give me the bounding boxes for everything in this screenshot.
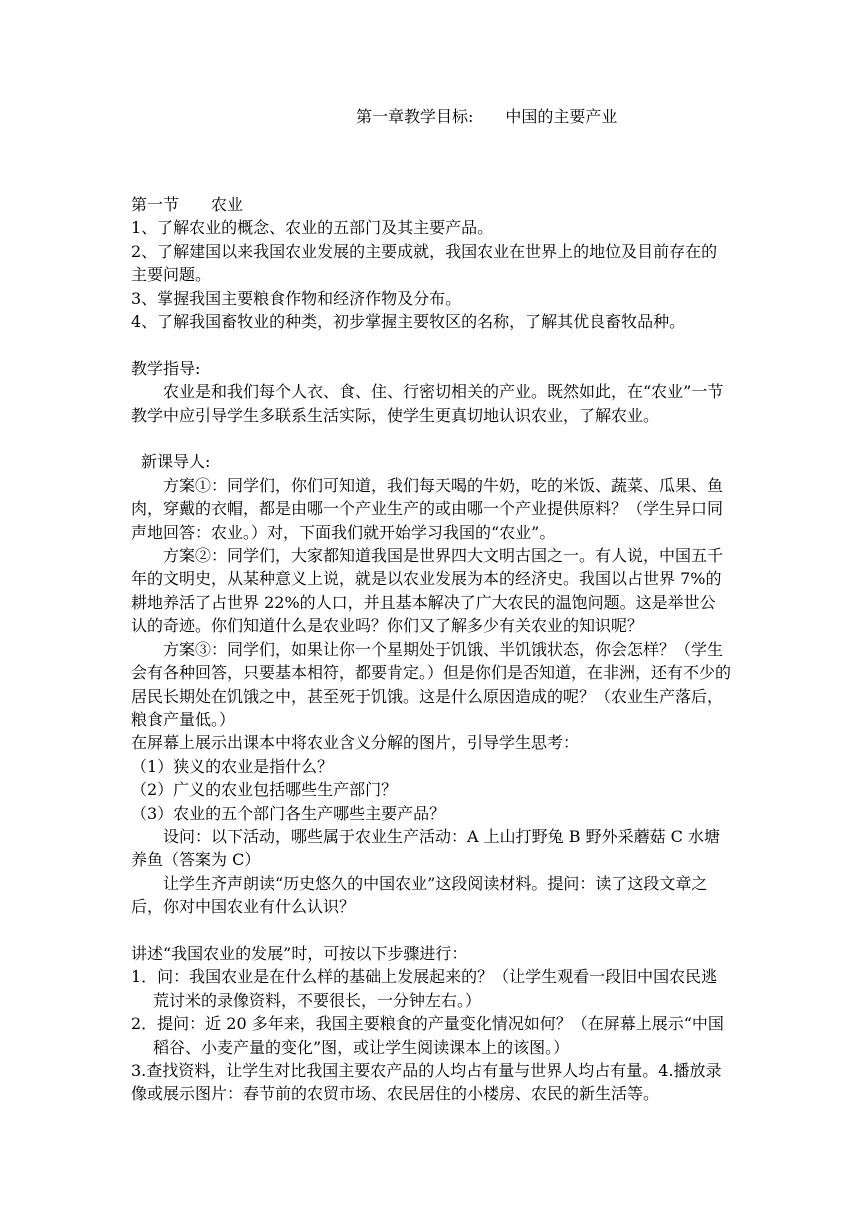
goal-item: 1、了解农业的概念、农业的五部门及其主要产品。 <box>131 218 494 238</box>
intro-plan-2: 方案②：同学们，大家都知道我国是世界四大文明古国之一。有人说，中国五千年的文明史，从某种意义上说，就是以农业发展为本的经济史。我国以占世界 7%的耕地养活了占世界 22%的人口，并且基本解决了广大农民的温饱问题。这是举世公认的奇迹。你们知道什么是农业吗？你们又了解多少有关农业的知识呢？ <box>131 546 724 636</box>
screen-ask: 设问：以下活动，哪些属于农业生产活动：A 上山打野兔 B 野外采蘑菇 C 水塘养鱼（答案为 C） <box>131 826 720 870</box>
intro-plan-3: 方案③：同学们，如果让你一个星期处于饥饿、半饥饿状态，你会怎样？（学生会有各种回答，只要基本相符，都要肯定。）但是你们是否知道，在非洲，还有不少的居民长期处在饥饿之中，甚至死于饥饿。这是什么原因造成的呢？（农业生产落后，粮食产量低。） <box>131 639 732 729</box>
screen-read: 让学生齐声朗读“历史悠久的中国农业”这段阅读材料。提问：读了这段文章之后，你对中国农业有什么认识？ <box>131 873 708 917</box>
page-title <box>356 104 617 127</box>
document-body <box>131 193 731 1106</box>
title-chapter: 第一章教学目标: <box>356 107 474 126</box>
intro-heading: 新课导人: <box>141 452 211 472</box>
development-step-3-4: 3.查找资料，让学生对比我国主要农产品的人均占有量与世界人均占有量。4.播放录像或展示图片：春节前的农贸市场、农民居住的小楼房、农民的新生活等。 <box>131 1060 722 1104</box>
guidance-text: 农业是和我们每个人衣、食、住、行密切相关的产业。既然如此，在“农业”一节教学中应引导学生多联系生活实际，使学生更真切地认识农业，了解农业。 <box>131 382 724 425</box>
development-step-2: 2．提问：近 20 多年来，我国主要粮食的产量变化情况如何？（在屏幕上展示“中国稻谷、小麦产量的变化”图，或让学生阅读课本上的该图。） <box>131 1014 724 1057</box>
development-lead: 讲述“我国农业的发展”时，可按以下步骤进行： <box>131 943 468 963</box>
question-item: （3）农业的五个部门各生产哪些主要产品？ <box>131 803 446 823</box>
goal-item: 2、了解建国以来我国农业发展的主要成就，我国农业在世界上的地位及目前存在的主要问题。 <box>131 241 718 285</box>
section-number: 第一节 <box>131 195 180 214</box>
section-heading <box>131 193 731 216</box>
question-item: （1）狭义的农业是指什么？ <box>131 756 334 776</box>
goal-item: 3、掌握我国主要粮食作物和经济作物及分布。 <box>131 288 462 308</box>
guidance-heading: 教学指导: <box>131 358 201 378</box>
development-step-1: 1．问：我国农业是在什么样的基础上发展起来的？（让学生观看一段旧中国农民逃荒讨米的录像资料，不要很长，一分钟左右。） <box>131 967 718 1010</box>
intro-plan-1: 方案①：同学们，你们可知道，我们每天喝的牛奶，吃的米饭、蔬菜、瓜果、鱼肉，穿戴的衣帽，都是由哪一个产业生产的或由哪一个产业提供原料？（学生异口同声地回答：农业。）对，下面我们就开始学习我国的“农业”。 <box>131 475 724 542</box>
title-topic: 中国的主要产业 <box>505 107 618 126</box>
section-name: 农业 <box>211 195 244 214</box>
question-item: （2）广义的农业包括哪些生产部门？ <box>131 780 398 800</box>
screen-lead: 在屏幕上展示出课本中将农业含义分解的图片，引导学生思考： <box>131 733 580 753</box>
goal-item: 4、了解我国畜牧业的种类，初步掌握主要牧区的名称，了解其优良畜牧品种。 <box>131 312 686 332</box>
